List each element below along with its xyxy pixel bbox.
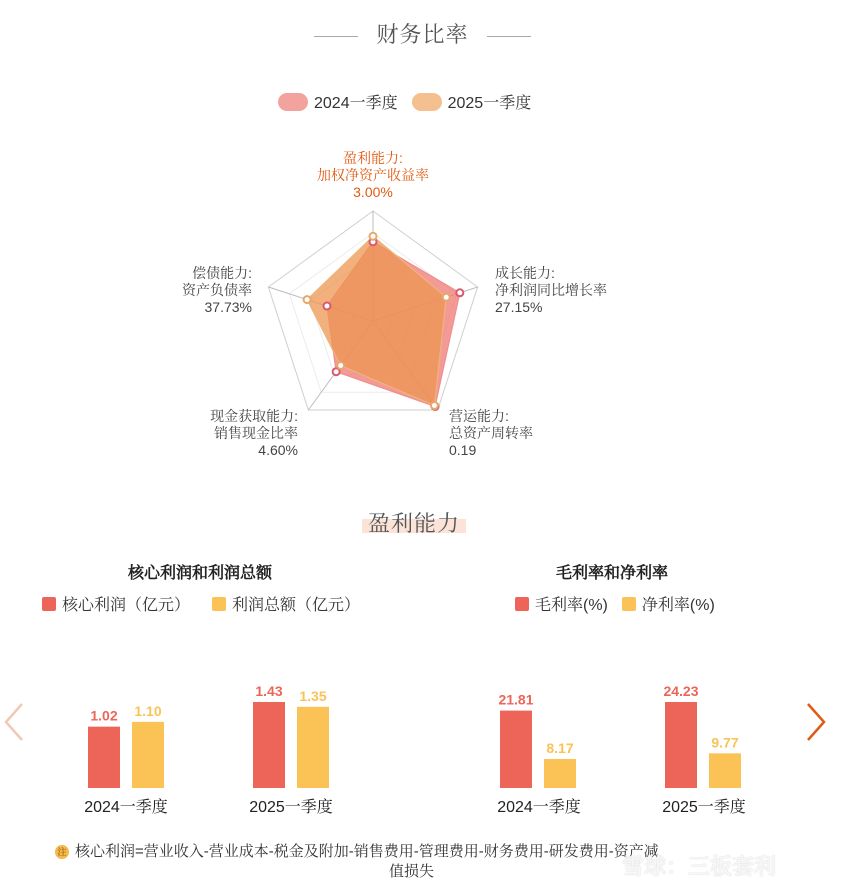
chart2-legend-net-margin[interactable]	[622, 592, 715, 615]
chart1-legend-label-core: 核心利润（亿元）	[62, 597, 191, 614]
bar-value-label: 1.10	[134, 702, 162, 719]
radar-point	[323, 303, 330, 310]
radar-point	[304, 296, 311, 303]
radar-label-cash-value: 4.60%	[258, 442, 298, 458]
bar-category-label: 2025一季度	[249, 799, 333, 816]
chevron-right-icon	[800, 698, 830, 746]
chart2-legend-swatch-net	[622, 597, 636, 611]
chart1-legend-swatch-core	[42, 597, 56, 611]
bar-value-label: 1.43	[255, 683, 283, 699]
section2-title: 盈利能力	[367, 511, 460, 536]
chart2-legend-gross-margin[interactable]	[515, 592, 608, 615]
carousel-next-button[interactable]	[800, 698, 830, 746]
radar-label-cash-line2: 销售现金比率	[214, 425, 298, 441]
radar-label-solvency-line1: 偿债能力:	[192, 265, 252, 281]
radar-point	[456, 289, 463, 296]
legend-label-2024: 2024一季度	[314, 95, 398, 112]
radar-label-growth-line2: 净利润同比增长率	[495, 282, 607, 298]
radar-label-operation-line1: 营运能力:	[449, 408, 509, 424]
chart2-title: 毛利率和净利率	[556, 565, 669, 582]
radar-series-area-1	[307, 236, 446, 405]
chart1-legend-label-total: 利润总额（亿元）	[232, 597, 361, 614]
bar-charts	[0, 640, 845, 830]
radar-label-solvency	[140, 265, 252, 316]
radar-label-profitability-line2: 加权净资产收益率	[317, 167, 429, 183]
radar-label-solvency-value: 37.73%	[204, 299, 252, 315]
chart1-title: 核心利润和利润总额	[128, 565, 273, 582]
chart1-legend-core-profit[interactable]	[42, 592, 190, 615]
bar-category-label: 2024一季度	[497, 799, 581, 816]
bar-chart2-1-0	[544, 759, 576, 788]
radar-point	[431, 402, 438, 409]
radar-label-profitability-line1: 盈利能力:	[343, 150, 403, 166]
bar-category-label: 2025一季度	[662, 799, 746, 816]
radar-label-profitability-value: 3.00%	[353, 184, 393, 200]
bar-chart1-0-0	[88, 727, 120, 788]
chart2-legend	[515, 592, 729, 615]
radar-point	[337, 362, 344, 369]
radar-point	[370, 233, 377, 240]
chart1-legend-total-profit[interactable]	[212, 592, 360, 615]
note-icon: 注	[55, 845, 69, 859]
radar-label-operation	[449, 408, 533, 459]
chart2-legend-label-gross: 毛利率(%)	[535, 597, 608, 614]
bar-chart2-1-1	[709, 753, 741, 788]
radar-point	[443, 294, 450, 301]
chart1-legend-swatch-total	[212, 597, 226, 611]
bar-value-label: 8.17	[546, 740, 574, 757]
watermark: 雪球：三板套利	[622, 854, 777, 879]
radar-label-growth-line1: 成长能力:	[495, 265, 555, 281]
page-title: 财务比率	[376, 22, 469, 47]
bar-value-label: 9.77	[711, 734, 739, 751]
chevron-left-icon	[0, 698, 30, 746]
bar-chart2-0-0	[500, 711, 532, 788]
radar-label-operation-value: 0.19	[449, 442, 477, 458]
radar-label-profitability	[293, 150, 453, 201]
radar-label-cash	[170, 408, 298, 459]
bar-value-label: 1.02	[90, 707, 118, 724]
radar-label-operation-line2: 总资产周转率	[449, 425, 533, 441]
bar-category-label: 2024一季度	[84, 799, 168, 816]
bar-value-label: 21.81	[498, 691, 534, 708]
bar-value-label: 24.23	[663, 683, 699, 699]
bar-chart1-1-1	[297, 707, 329, 788]
bar-chart1-1-0	[132, 722, 164, 788]
footnote-line2: 值损失	[389, 863, 435, 880]
footnote-line1: 核心利润=营业收入-营业成本-税金及附加-销售费用-管理费用-财务费用-研发费用-资产减	[75, 843, 659, 860]
carousel-prev-button[interactable]	[0, 698, 30, 746]
radar-label-growth	[495, 265, 607, 316]
radar-label-cash-line1: 现金获取能力:	[210, 408, 298, 424]
section-title-profitability	[360, 507, 468, 535]
chart1-legend	[42, 592, 374, 615]
radar-label-growth-value: 27.15%	[495, 299, 543, 315]
radar-label-solvency-line2: 资产负债率	[182, 282, 252, 298]
bar-value-label: 1.35	[299, 687, 327, 704]
chart2-legend-label-net: 净利率(%)	[641, 597, 715, 614]
bar-chart1-0-1	[253, 702, 285, 788]
legend-label-2025: 2025一季度	[447, 95, 532, 112]
chart2-legend-swatch-gross	[515, 597, 529, 611]
bar-chart2-0-1	[665, 702, 697, 788]
